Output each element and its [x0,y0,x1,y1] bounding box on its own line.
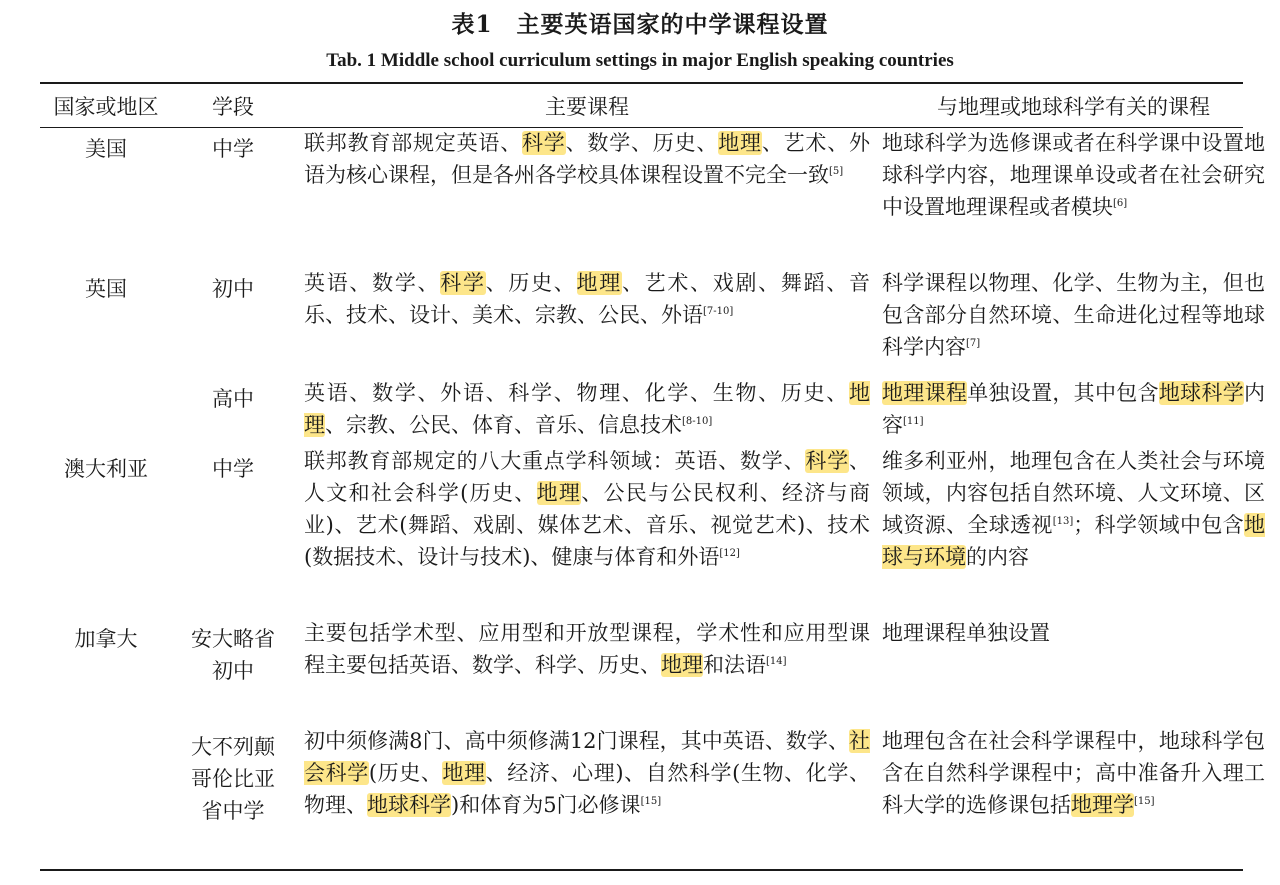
citation-ref: [6] [1113,198,1128,209]
header-country: 国家或地区 [53,94,159,119]
highlighted-term: 地球科学 [367,793,451,817]
cell-main-courses: 联邦教育部规定英语、科学、数学、历史、地理、艺术、外语为核心课程，但是各州各学校具体课程设置不完全一致[5] [304,131,871,187]
cell-country [40,377,172,445]
cell-country: 英国 [85,277,127,301]
cell-country: 澳大利亚 [64,457,148,481]
highlighted-term: 科学 [522,131,566,155]
cell-geo-courses: 地理包含在社会科学课程中，地球科学包含在自然科学课程中；高中准备升入理工科大学的选修课包括地理学[15] [882,729,1265,817]
citation-ref: [7] [966,338,981,349]
highlighted-term: 地理 [304,381,870,437]
cell-main-courses: 主要包括学术型、应用型和开放型课程，学术性和应用型课程主要包括英语、数学、科学、历史、地理和法语[14] [304,621,870,677]
cell-main-courses: 初中须修满8门、高中须修满12门课程，其中英语、数学、社会科学(历史、地理、经济、心理)、自然科学(生物、化学、物理、地球科学)和体育为5门必修课[15] [304,729,870,817]
highlighted-term: 地理 [536,481,582,505]
highlighted-term: 地理 [442,761,486,785]
citation-ref: [15] [1134,796,1155,807]
highlighted-term: 地球科学 [1158,381,1245,405]
citation-ref: [13] [1052,516,1074,527]
highlighted-term: 地理 [718,131,762,155]
table-row [40,617,1269,725]
cell-stage: 初中 [212,277,254,301]
curriculum-table [40,84,1269,861]
highlighted-term: 地理学 [1071,793,1134,817]
table-row [40,445,1269,617]
highlighted-term: 科学 [440,271,486,295]
citation-ref: [12] [719,548,740,559]
table-title-chinese: 表1 主要英语国家的中学课程设置 [451,11,829,38]
highlighted-term: 地理 [661,653,703,677]
table-row [40,377,1269,445]
table-title-english: Tab. 1 Middle school curriculum settings in major English speaking countries [326,50,954,71]
table-header-row [40,84,1269,127]
citation-ref: [8-10] [682,416,713,427]
table-row [40,725,1269,861]
citation-ref: [11] [903,416,924,427]
cell-main-courses: 联邦教育部规定的八大重点学科领域：英语、数学、科学、人文和社会科学(历史、地理、公民与公民权利、经济与商业)、艺术(舞蹈、戏剧、媒体艺术、音乐、视觉艺术)、技术(数据技术、设计与技术)、健康与体育和外语[12] [304,449,871,569]
table-row [40,127,1269,267]
highlighted-term: 地理课程 [882,381,968,405]
citation-ref: [5] [829,166,844,177]
cell-stage: 安大略省 初中 [191,627,275,683]
citation-ref: [15] [640,796,662,807]
cell-stage: 中学 [212,457,254,481]
highlighted-term: 社会科学 [304,729,870,785]
table-bottom-rule [40,869,1243,871]
citation-ref: [7-10] [703,306,734,317]
cell-geo-courses: 维多利亚州，地理包含在人类社会与环境领域，内容包括自然环境、人文环境、区域资源、全球透视[13]；科学领域中包含地球与环境的内容 [882,449,1265,569]
cell-geo-courses: 地球科学为选修课或者在科学课中设置地球科学内容，地理课单设或者在社会研究中设置地理课程或者模块[6] [882,131,1265,219]
cell-stage: 高中 [212,387,254,411]
cell-main-courses: 英语、数学、外语、科学、物理、化学、生物、历史、地理、宗教、公民、体育、音乐、信息技术[8-10] [304,381,870,437]
cell-stage: 中学 [212,137,254,161]
cell-geo-courses: 地理课程单独设置，其中包含地球科学内容[11] [882,381,1266,437]
cell-stage: 大不列颠 哥伦比亚 省中学 [191,735,275,823]
highlighted-term: 地理 [576,271,622,295]
cell-country: 美国 [85,137,127,161]
cell-country [40,725,172,861]
table-row [40,267,1269,377]
cell-geo-courses: 地理课程单独设置 [882,621,1050,645]
highlighted-term: 地球与环境 [882,513,1265,569]
highlighted-term: 科学 [805,449,850,473]
header-geo-courses: 与地理或地球科学有关的课程 [937,94,1210,119]
citation-ref: [14] [766,656,787,667]
header-stage: 学段 [212,94,254,119]
cell-geo-courses: 科学课程以物理、化学、生物为主，但也包含部分自然环境、生命进化过程等地球科学内容[7] [882,271,1265,359]
header-main-courses: 主要课程 [545,94,629,119]
cell-country: 加拿大 [74,627,138,651]
cell-main-courses: 英语、数学、科学、历史、地理、艺术、戏剧、舞蹈、音乐、技术、设计、美术、宗教、公民、外语[7-10] [304,271,871,327]
